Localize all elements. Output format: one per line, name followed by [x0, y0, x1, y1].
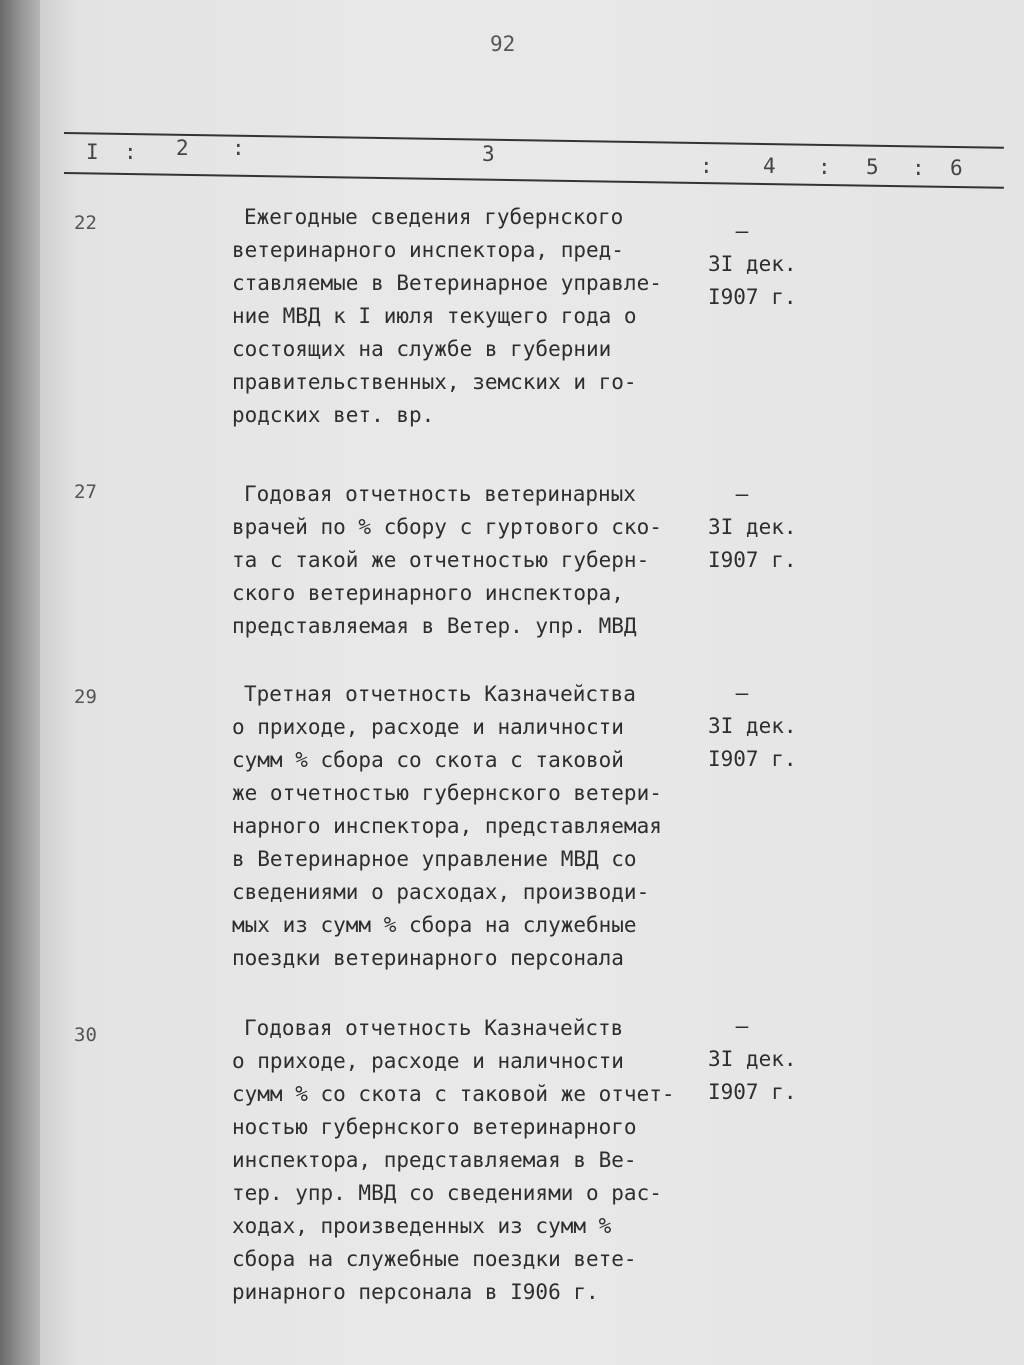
text-line: ставляемые в Ветеринарное управле-	[232, 271, 662, 295]
date-day: 3I дек.	[708, 252, 797, 276]
entry-date	[708, 478, 797, 577]
text-line: сбора на служебные поездки вете-	[232, 1247, 637, 1271]
text-line: сумм % со скота с таковой же отчет-	[232, 1082, 675, 1106]
text-line: та с такой же отчетностью губерн-	[232, 548, 650, 572]
date-year: I907 г.	[708, 747, 797, 771]
entry-description	[232, 1012, 712, 1309]
entry-number: 30	[74, 1024, 97, 1046]
text-line: Годовая отчетность Казначейств	[244, 1016, 624, 1040]
column-3-header: 3	[482, 142, 495, 166]
text-line: сведениями о расходах, производи-	[232, 880, 650, 904]
text-line: в Ветеринарное управление МВД со	[232, 847, 637, 871]
text-line: Годовая отчетность ветеринарных	[244, 482, 636, 506]
text-line: же отчетностью губернского ветери-	[232, 781, 662, 805]
text-line: Ежегодные сведения губернского	[244, 205, 624, 229]
column-6-header: 6	[950, 156, 963, 180]
text-line: ветеринарного инспектора, пред-	[232, 238, 624, 262]
column-5-header: 5	[866, 155, 879, 179]
dash-mark: –	[735, 482, 749, 506]
column-separator: :	[124, 140, 137, 164]
date-day: 3I дек.	[708, 515, 797, 539]
entry-date	[708, 677, 797, 776]
text-line: инспектора, представляемая в Ве-	[232, 1148, 637, 1172]
text-line: поездки ветеринарного персонала	[232, 946, 624, 970]
text-line: правительственных, земских и го-	[232, 370, 637, 394]
text-line: о приходе, расходе и наличности	[232, 715, 624, 739]
text-line: родских вет. вр.	[232, 403, 435, 427]
column-separator: :	[912, 156, 925, 180]
text-line: сумм % сбора со скота с таковой	[232, 748, 624, 772]
text-line: нарного инспектора, представляемая	[232, 814, 662, 838]
text-line: мых из сумм % сбора на служебные	[232, 913, 637, 937]
entry-number: 29	[74, 686, 97, 708]
book-binding	[0, 0, 40, 1365]
text-line: врачей по % сбору с гуртового ско-	[232, 515, 662, 539]
entry-number: 27	[74, 481, 97, 503]
date-year: I907 г.	[708, 285, 797, 309]
column-2-header: 2	[176, 136, 189, 160]
column-separator: :	[818, 155, 831, 179]
dash-mark: –	[735, 681, 749, 705]
column-separator: :	[700, 154, 713, 178]
date-year: I907 г.	[708, 548, 797, 572]
page-number: 92	[490, 32, 516, 56]
text-line: ходах, произведенных из сумм %	[232, 1214, 612, 1238]
text-line: представляемая в Ветер. упр. МВД	[232, 614, 637, 638]
text-line: ского ветеринарного инспектора,	[232, 581, 624, 605]
entry-description	[232, 201, 712, 432]
text-line: тер. упр. МВД со сведениями о рас-	[232, 1181, 662, 1205]
entry-date	[708, 215, 797, 314]
dash-mark: –	[735, 1014, 749, 1038]
date-year: I907 г.	[708, 1080, 797, 1104]
text-line: ринарного персонала в I906 г.	[232, 1280, 599, 1304]
text-line: о приходе, расходе и наличности	[232, 1049, 624, 1073]
text-line: ностью губернского ветеринарного	[232, 1115, 637, 1139]
date-day: 3I дек.	[708, 714, 797, 738]
column-4-header: 4	[763, 154, 776, 178]
dash-mark: –	[735, 219, 749, 243]
text-line: Третная отчетность Казначейства	[244, 682, 636, 706]
entry-description	[232, 478, 712, 643]
text-line: ние МВД к I июля текущего года о	[232, 304, 637, 328]
date-day: 3I дек.	[708, 1047, 797, 1071]
entry-description	[232, 678, 712, 975]
entry-date	[708, 1010, 797, 1109]
entry-number: 22	[74, 212, 97, 234]
text-line: состоящих на службе в губернии	[232, 337, 612, 361]
column-1-header: I	[86, 140, 99, 164]
column-separator: :	[232, 136, 245, 160]
